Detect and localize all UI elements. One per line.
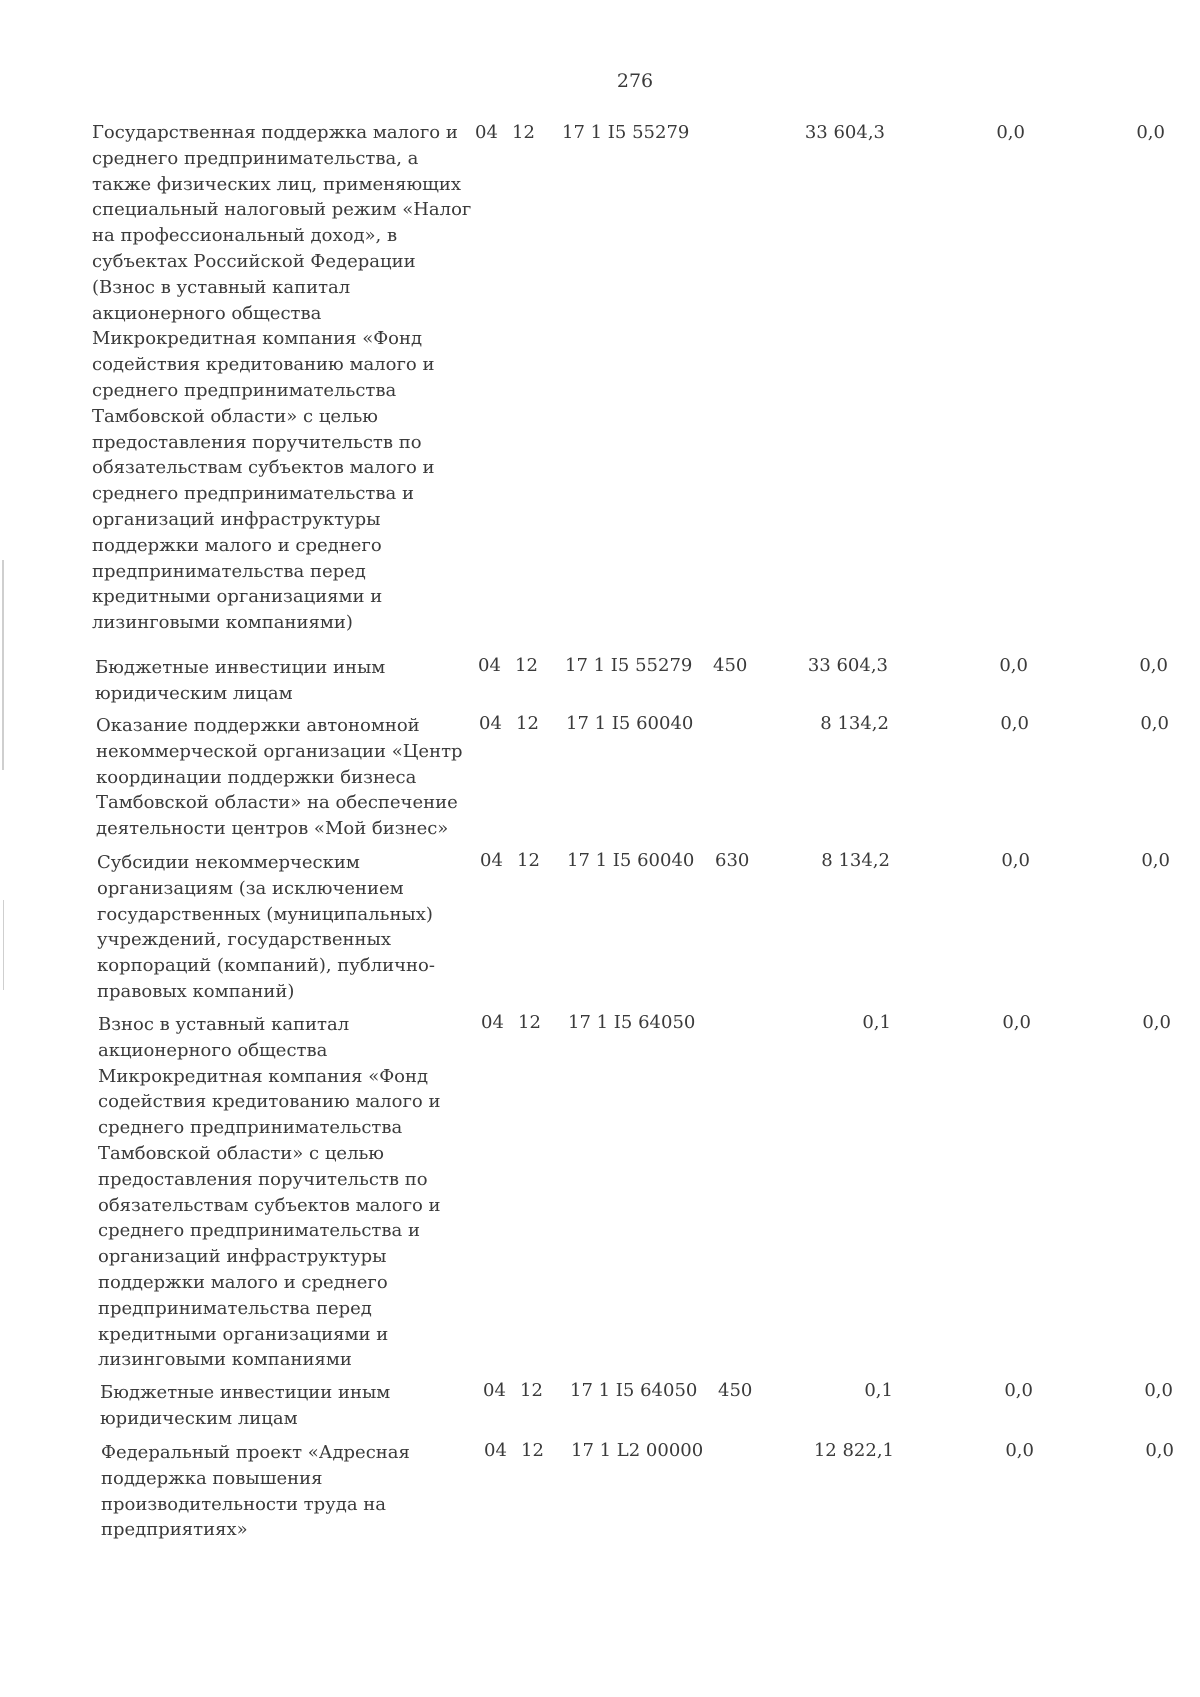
row-description: Взнос в уставный капитал акционерного общества Микрокредитная компания «Фонд содействия кредитованию малого и среднего предпринимательства Тамбовской области» с целью предоставления поручительств по обязательствам субъектов малого и среднего предпринимательства и организаций инфраструктуры поддержки малого и среднего предпринимательства перед кредитными организациями и лизинговыми компаниями bbox=[98, 1014, 441, 1371]
amount-year-1: 0,1 bbox=[862, 1012, 891, 1033]
amount-year-2: 0,0 bbox=[999, 655, 1028, 676]
section-code: 04 bbox=[480, 850, 503, 871]
target-item-code: 17 1 I5 64050 bbox=[568, 1012, 696, 1033]
amount-year-1: 33 604,3 bbox=[807, 655, 888, 676]
row-description: Федеральный проект «Адресная поддержка повышения производительности труда на предприятиях» bbox=[101, 1442, 410, 1541]
row-description: Бюджетные инвестиции иным юридическим лицам bbox=[100, 1382, 391, 1429]
subsection-code: 12 bbox=[512, 122, 535, 143]
subsection-code: 12 bbox=[518, 1012, 541, 1033]
target-item-code: 17 1 I5 55279 bbox=[565, 655, 693, 676]
expense-type-code: 450 bbox=[713, 655, 748, 676]
target-item-code: 17 1 I5 60040 bbox=[566, 713, 694, 734]
section-code: 04 bbox=[475, 122, 498, 143]
amount-year-1: 0,1 bbox=[864, 1380, 893, 1401]
amount-year-2: 0,0 bbox=[1002, 1012, 1031, 1033]
row-description: Оказание поддержки автономной некоммерческой организации «Центр координации поддержки бизнеса Тамбовской области» на обеспечение деятельности центров «Мой бизнес» bbox=[96, 715, 463, 840]
amount-year-2: 0,0 bbox=[1004, 1380, 1033, 1401]
amount-year-2: 0,0 bbox=[996, 122, 1025, 143]
amount-year-3: 0,0 bbox=[1136, 122, 1165, 143]
expense-type-code: 450 bbox=[718, 1380, 753, 1401]
subsection-code: 12 bbox=[520, 1380, 543, 1401]
amount-year-1: 8 134,2 bbox=[821, 850, 890, 871]
amount-year-3: 0,0 bbox=[1142, 1012, 1171, 1033]
amount-year-1: 8 134,2 bbox=[820, 713, 889, 734]
section-code: 04 bbox=[478, 655, 501, 676]
subsection-code: 12 bbox=[517, 850, 540, 871]
section-code: 04 bbox=[483, 1380, 506, 1401]
amount-year-1: 33 604,3 bbox=[804, 122, 885, 143]
amount-year-3: 0,0 bbox=[1144, 1380, 1173, 1401]
row-description: Субсидии некоммерческим организациям (за исключением государственных (муниципальных) учреждений, государственных корпораций (компаний), публично-правовых компаний) bbox=[97, 852, 435, 1002]
subsection-code: 12 bbox=[516, 713, 539, 734]
target-item-code: 17 1 I5 60040 bbox=[567, 850, 695, 871]
scan-artifact bbox=[2, 560, 4, 770]
subsection-code: 12 bbox=[521, 1440, 544, 1461]
page-number: 276 bbox=[616, 70, 654, 92]
target-item-code: 17 1 L2 00000 bbox=[571, 1440, 704, 1461]
section-code: 04 bbox=[481, 1012, 504, 1033]
target-item-code: 17 1 I5 55279 bbox=[562, 122, 690, 143]
target-item-code: 17 1 I5 64050 bbox=[570, 1380, 698, 1401]
amount-year-2: 0,0 bbox=[1000, 713, 1029, 734]
section-code: 04 bbox=[479, 713, 502, 734]
amount-year-3: 0,0 bbox=[1139, 655, 1168, 676]
subsection-code: 12 bbox=[515, 655, 538, 676]
amount-year-2: 0,0 bbox=[1001, 850, 1030, 871]
amount-year-2: 0,0 bbox=[1005, 1440, 1034, 1461]
amount-year-3: 0,0 bbox=[1140, 713, 1169, 734]
row-description: Государственная поддержка малого и среднего предпринимательства, а также физических лиц, применяющих специальный налоговый режим «Налог на профессиональный доход», в субъектах Российской Федерации (Взнос в уставный капитал акционерного общества Микрокредитная компания «Фонд содействия кредитованию малого и среднего предпринимательства Тамбовской области» с целью предоставления поручительств по обязательствам субъектов малого и среднего предпринимательства и организаций инфраструктуры поддержки малого и среднего предпринимательства перед кредитными организациями и лизинговыми компаниями) bbox=[92, 122, 472, 634]
row-description: Бюджетные инвестиции иным юридическим лицам bbox=[95, 657, 386, 704]
amount-year-3: 0,0 bbox=[1145, 1440, 1174, 1461]
scan-artifact bbox=[3, 900, 4, 990]
section-code: 04 bbox=[484, 1440, 507, 1461]
expense-type-code: 630 bbox=[715, 850, 750, 871]
amount-year-1: 12 822,1 bbox=[813, 1440, 894, 1461]
amount-year-3: 0,0 bbox=[1141, 850, 1170, 871]
